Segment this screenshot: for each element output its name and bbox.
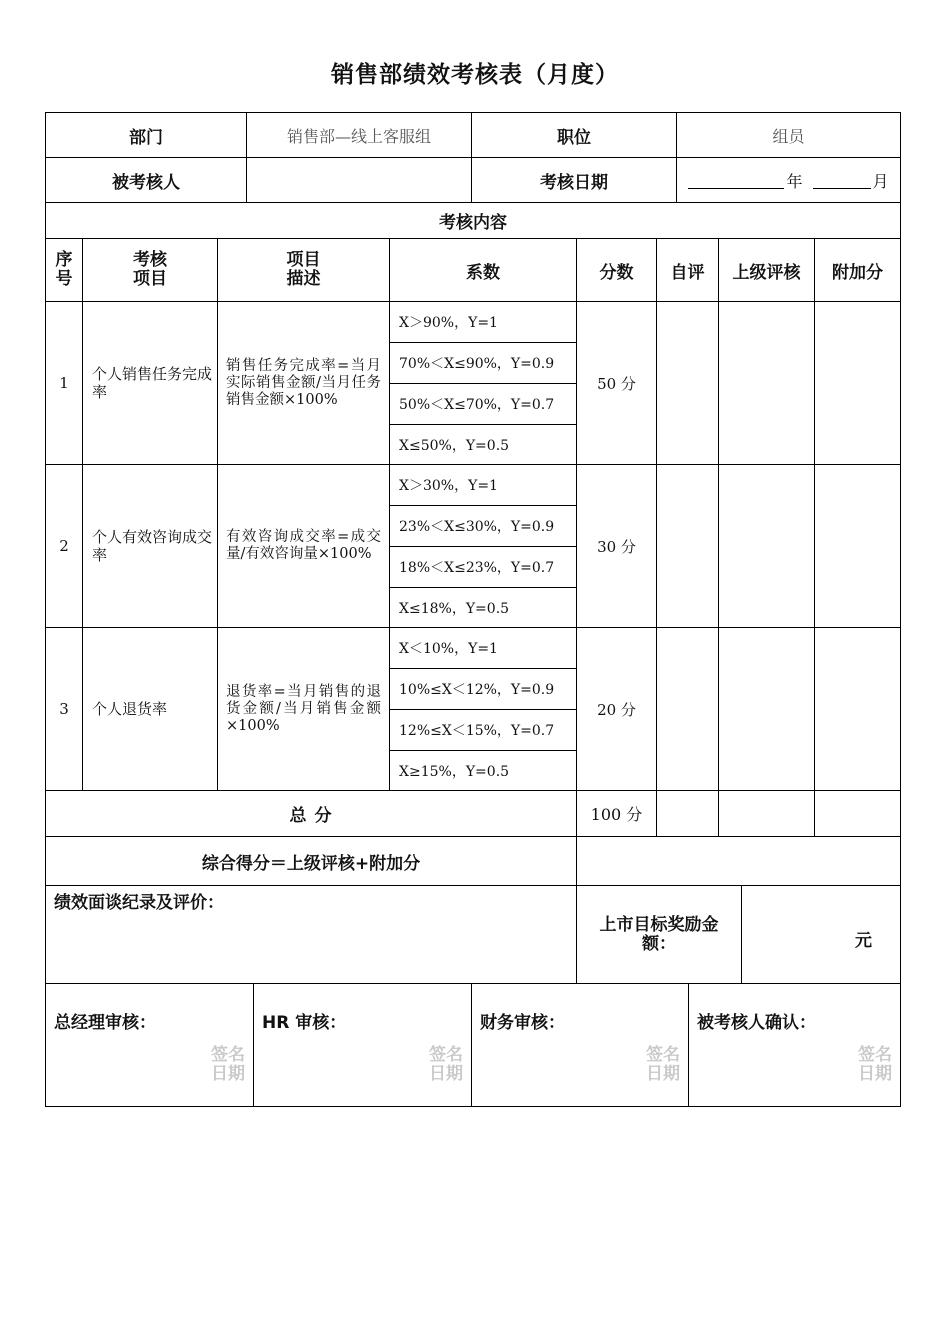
row2-coef-4: X≤18%，Y=0.5	[389, 587, 577, 628]
row3-score: 20 分	[576, 627, 657, 791]
col-desc-label: 项目描述	[286, 250, 321, 289]
approval-hr[interactable]	[253, 983, 472, 1107]
assessee-value[interactable]	[246, 157, 472, 203]
assessee-label: 被考核人	[45, 157, 247, 203]
row2-item: 个人有效咨询成交率	[82, 464, 218, 628]
row3-superior[interactable]	[718, 627, 815, 791]
total-bonus[interactable]	[814, 790, 901, 837]
row1-coef-1: X＞90%，Y=1	[389, 301, 577, 343]
approval-gm-label: 总经理审核：	[54, 1013, 156, 1033]
section-title: 考核内容	[45, 202, 901, 239]
month-blank[interactable]	[813, 172, 871, 189]
col-coef: 系数	[389, 238, 577, 302]
interview-label: 绩效面谈纪录及评价：	[54, 893, 224, 913]
approval-gm-sign: 签名 日期	[211, 1045, 245, 1084]
approval-finance[interactable]	[471, 983, 689, 1107]
row2-score: 30 分	[576, 464, 657, 628]
row1-coef-4: X≤50%，Y=0.5	[389, 424, 577, 465]
dept-label: 部门	[45, 112, 247, 158]
row3-coef-4: X≥15%，Y=0.5	[389, 750, 577, 791]
row2-bonus[interactable]	[814, 464, 901, 628]
row1-self[interactable]	[656, 301, 719, 465]
row2-self[interactable]	[656, 464, 719, 628]
total-label: 总 分	[45, 790, 577, 837]
dept-value[interactable]: 销售部—线上客服组	[246, 112, 472, 158]
col-desc	[217, 238, 390, 302]
approval-finance-sign: 签名 日期	[646, 1045, 680, 1084]
col-bonus: 附加分	[814, 238, 901, 302]
row3-item: 个人退货率	[82, 627, 218, 791]
row2-coef-3: 18%＜X≤23%，Y=0.7	[389, 546, 577, 588]
row3-seq: 3	[45, 627, 83, 791]
position-value[interactable]: 组员	[676, 112, 901, 158]
year-label: 年	[786, 171, 803, 191]
col-self: 自评	[656, 238, 719, 302]
row3-coef-3: 12%≤X＜15%，Y=0.7	[389, 709, 577, 751]
reward-label-cell	[576, 885, 742, 984]
row1-seq: 1	[45, 301, 83, 465]
row1-coef-3: 50%＜X≤70%，Y=0.7	[389, 383, 577, 425]
row2-desc: 有效咨询成交率=成交量/有效咨询量×100%	[217, 464, 390, 628]
row1-score: 50 分	[576, 301, 657, 465]
row2-superior[interactable]	[718, 464, 815, 628]
approval-gm[interactable]	[45, 983, 254, 1107]
total-superior[interactable]	[718, 790, 815, 837]
reward-label: 上市目标奖励金额：	[599, 914, 719, 954]
approval-assessee-label: 被考核人确认：	[697, 1013, 816, 1033]
date-field[interactable]	[676, 157, 901, 203]
total-score: 100 分	[576, 790, 657, 837]
page-title: 销售部绩效考核表（月度）	[331, 62, 619, 88]
row1-bonus[interactable]	[814, 301, 901, 465]
row2-seq: 2	[45, 464, 83, 628]
row1-desc: 销售任务完成率=当月实际销售金额/当月任务销售金额×100%	[217, 301, 390, 465]
row1-superior[interactable]	[718, 301, 815, 465]
row1-item: 个人销售任务完成率	[82, 301, 218, 465]
row3-coef-1: X＜10%，Y=1	[389, 627, 577, 669]
col-seq-label: 序号	[55, 250, 73, 289]
year-blank[interactable]	[688, 172, 784, 189]
position-label: 职位	[471, 112, 677, 158]
col-superior: 上级评核	[718, 238, 815, 302]
reward-value[interactable]	[741, 885, 901, 984]
col-seq	[45, 238, 83, 302]
col-item-label: 考核项目	[133, 250, 167, 289]
col-score: 分数	[576, 238, 657, 302]
total-self[interactable]	[656, 790, 719, 837]
row3-coef-2: 10%≤X＜12%，Y=0.9	[389, 668, 577, 710]
interview-cell[interactable]	[45, 885, 577, 984]
row3-desc: 退货率=当月销售的退货金额/当月销售金额×100%	[217, 627, 390, 791]
approval-hr-label: HR 审核：	[262, 1013, 347, 1033]
reward-unit: 元	[855, 931, 872, 951]
approval-assessee[interactable]	[688, 983, 901, 1107]
date-label: 考核日期	[471, 157, 677, 203]
row3-self[interactable]	[656, 627, 719, 791]
approval-finance-label: 财务审核：	[480, 1013, 565, 1033]
row3-bonus[interactable]	[814, 627, 901, 791]
row2-coef-1: X＞30%，Y=1	[389, 464, 577, 506]
approval-assessee-sign: 签名 日期	[858, 1045, 892, 1084]
month-label: 月	[872, 171, 889, 191]
approval-hr-sign: 签名 日期	[429, 1045, 463, 1084]
composite-label: 综合得分＝上级评核+附加分	[45, 836, 577, 886]
row2-coef-2: 23%＜X≤30%，Y=0.9	[389, 505, 577, 547]
row1-coef-2: 70%＜X≤90%，Y=0.9	[389, 342, 577, 384]
col-item	[82, 238, 218, 302]
composite-value[interactable]	[576, 836, 901, 886]
